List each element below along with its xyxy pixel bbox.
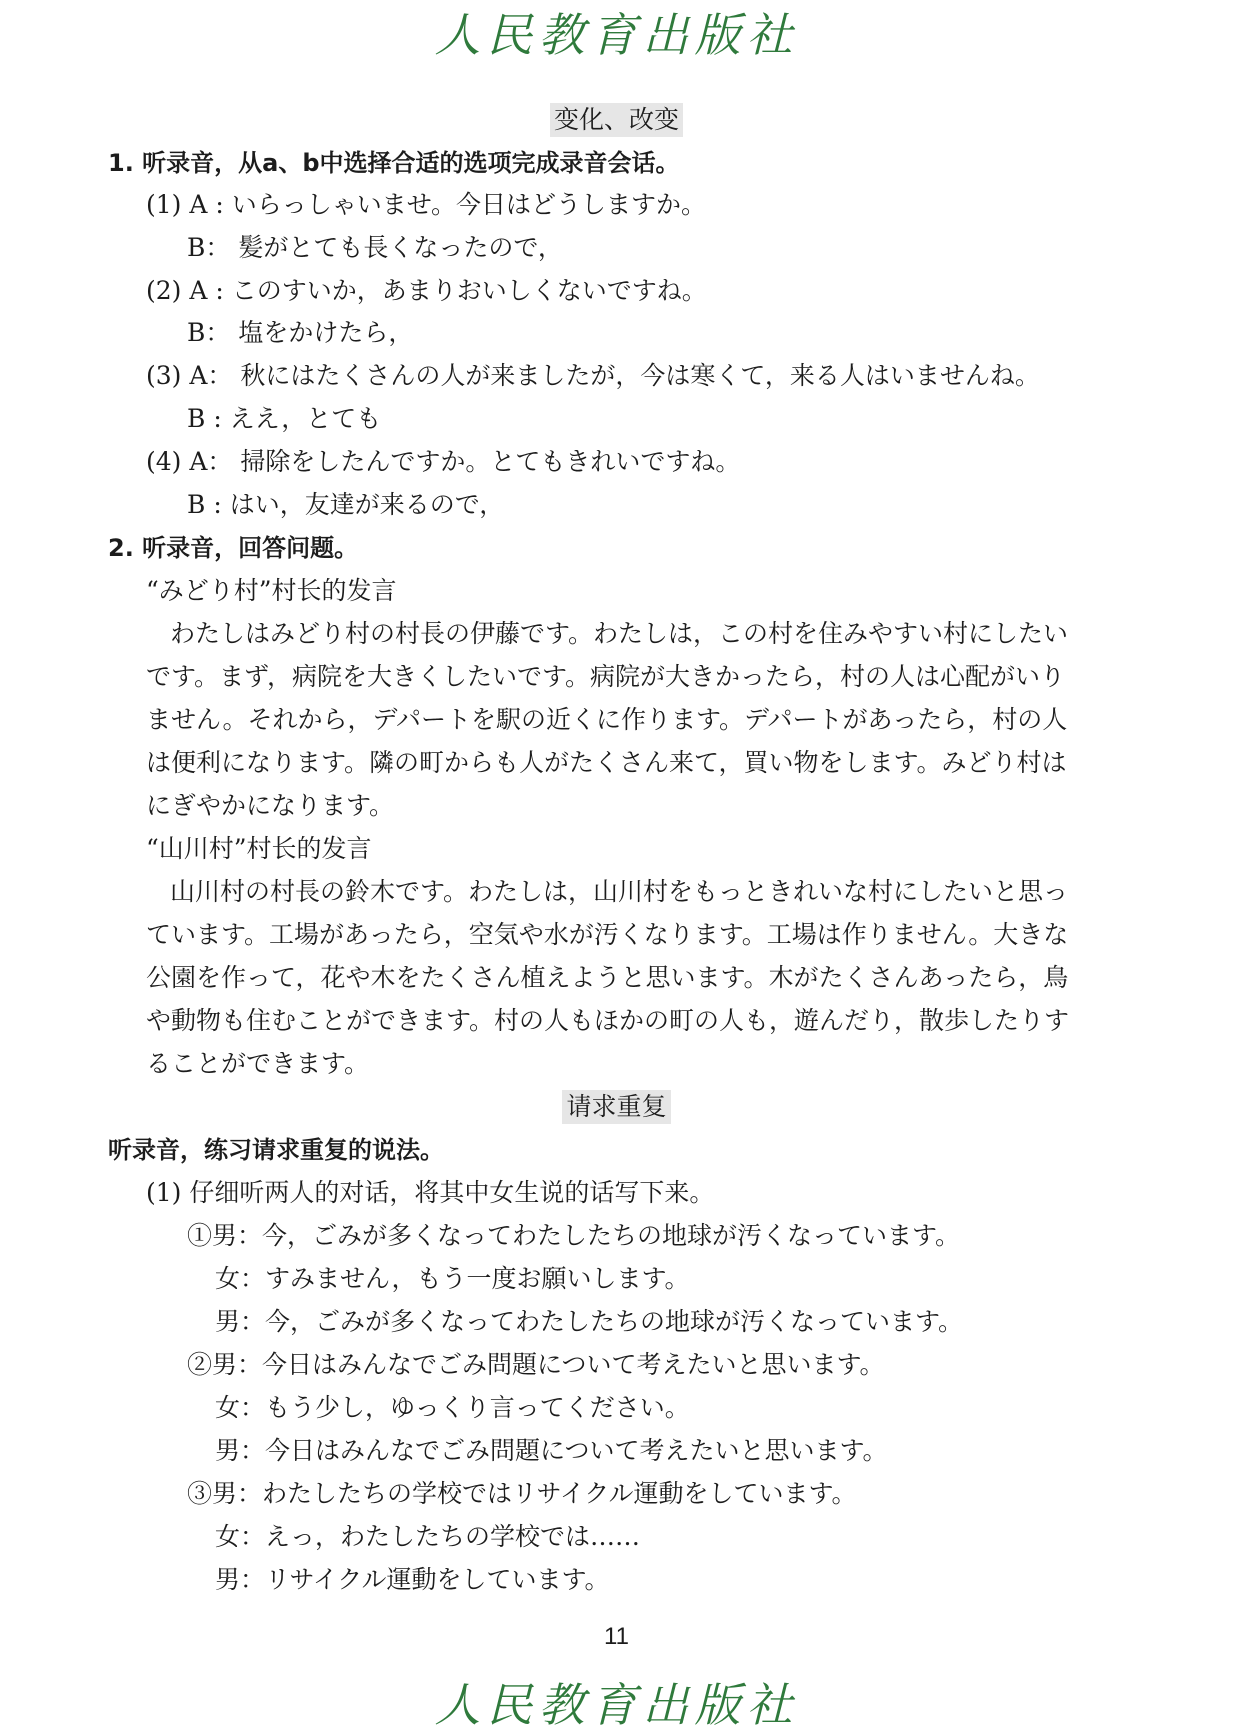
publisher-logo-bottom: 人民教育出版社 xyxy=(434,1678,799,1732)
dialog-1-line-2: 女：すみません，もう一度お願いします。 xyxy=(215,1264,690,1293)
question-1-title: 1. 听录音，从a、b中选择合适的选项完成录音会话。 xyxy=(108,149,680,177)
q1-item-3-a-text: A： 秋にはたくさんの人が来ましたが，今は寒くて，来る人はいませんね。 xyxy=(189,361,1040,390)
speech-1-line: は便利になります。隣の町からも人がたくさん来て，買い物をします。みどり村は xyxy=(146,748,1067,777)
speech-1-line: わたしはみどり村の村長の伊藤です。わたしは，この村を住みやすい村にしたい xyxy=(170,619,1069,648)
dialog-2-line-1: ②男：今日はみんなでごみ問題について考えたいと思います。 xyxy=(187,1350,885,1379)
section-heading-repeat-label: 请求重复 xyxy=(562,1090,670,1124)
speech-2-title: “山川村”村长的发言 xyxy=(146,834,372,863)
section-2-title: 听录音，练习请求重复的说法。 xyxy=(108,1136,444,1164)
speech-2-line: 山川村の村長の鈴木です。わたしは，山川村をもっときれいな村にしたいと思っ xyxy=(170,877,1069,906)
page-number: 11 xyxy=(604,1623,629,1650)
q1-item-1-a-text: A : いらっしゃいませ。今日はどうしますか。 xyxy=(189,190,706,219)
q1-item-4-a-text: A： 掃除をしたんですか。とてもきれいですね。 xyxy=(189,447,741,476)
section-heading-change xyxy=(0,102,1233,138)
q1-item-3-a xyxy=(146,358,1040,394)
dialog-3-line-1: ③男：わたしたちの学校ではリサイクル運動をしています。 xyxy=(187,1479,857,1508)
speech-2-line: や動物も住むことができます。村の人もほかの町の人も，遊んだり，散歩したりす xyxy=(146,1006,1070,1035)
q1-item-2-a-text: A : このすいか，あまりおいしくないですね。 xyxy=(189,276,707,305)
speech-2-line: ることができます。 xyxy=(146,1049,370,1078)
q1-item-3-num: (3) xyxy=(146,361,182,390)
q1-item-1-num: (1) xyxy=(146,190,182,219)
speech-2-line: ています。工場があったら，空気や水が汚くなります。工場は作りません。大きな xyxy=(146,920,1069,949)
speech-1-line: ません。それから，デパートを駅の近くに作ります。デパートがあったら，村の人 xyxy=(146,705,1068,734)
q1-item-2-b: B： 塩をかけたら， xyxy=(187,318,414,347)
q1-item-4-b: B : はい，友達が来るので， xyxy=(187,490,505,519)
dialog-3-line-2: 女：えっ，わたしたちの学校では…… xyxy=(215,1522,641,1551)
dialog-2-line-3: 男：今日はみんなでごみ問題について考えたいと思います。 xyxy=(215,1436,888,1465)
speech-2-line: 公園を作って，花や木をたくさん植えようと思います。木がたくさんあったら，鳥 xyxy=(146,963,1069,992)
question-2-title: 2. 听录音，回答问题。 xyxy=(108,534,359,562)
section-2-sub: (1) 仔细听两人的对话，将其中女生说的话写下来。 xyxy=(146,1178,715,1207)
dialog-3-line-3: 男：リサイクル運動をしています。 xyxy=(215,1565,610,1594)
dialog-1-line-3: 男：今，ごみが多くなってわたしたちの地球が汚くなっています。 xyxy=(215,1307,964,1336)
q1-item-4-a xyxy=(146,444,740,480)
q1-item-1-b: B： 髪がとても長くなったので， xyxy=(187,233,563,262)
speech-1-line: です。まず，病院を大きくしたいです。病院が大きかったら，村の人は心配がいり xyxy=(146,662,1066,691)
speech-1-title: “みどり村”村长的发言 xyxy=(146,576,397,605)
section-heading-change-label: 变化、改变 xyxy=(550,103,683,137)
q1-item-2-a xyxy=(146,273,707,309)
q1-item-2-num: (2) xyxy=(146,276,182,305)
q1-item-4-num: (4) xyxy=(146,447,182,476)
section-heading-repeat xyxy=(0,1089,1233,1125)
q1-item-3-b: B : ええ，とても xyxy=(187,404,382,433)
publisher-logo-top: 人民教育出版社 xyxy=(434,8,799,62)
q1-item-1-a xyxy=(146,187,706,223)
speech-1-line: にぎやかになります。 xyxy=(146,791,395,820)
dialog-2-line-2: 女：もう少し，ゆっくり言ってください。 xyxy=(215,1393,690,1422)
dialog-1-line-1: ①男：今，ごみが多くなってわたしたちの地球が汚くなっています。 xyxy=(187,1221,961,1250)
